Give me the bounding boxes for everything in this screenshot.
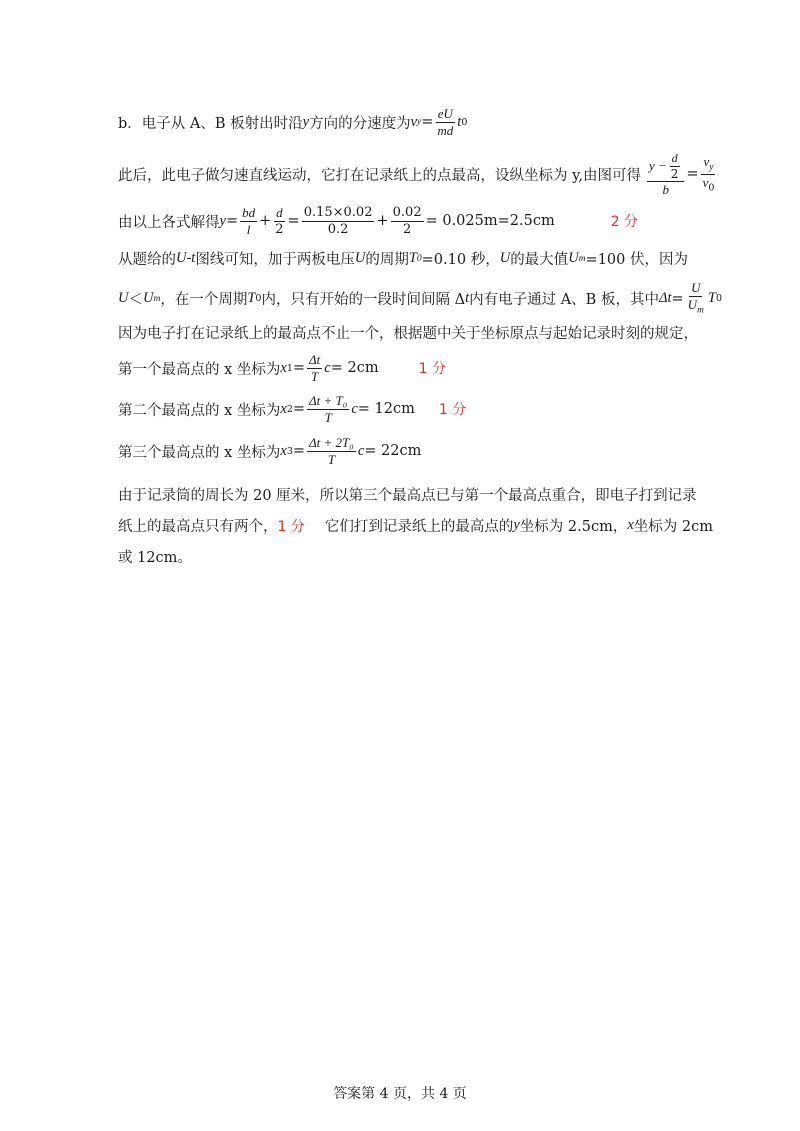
line-solve-y — [118, 206, 638, 236]
subscript: 2 — [286, 403, 293, 415]
text: 纸上的最高点只有两个， — [118, 519, 278, 535]
subscript: 1 — [286, 362, 293, 374]
numerator: U — [691, 280, 701, 295]
var-c: c — [324, 359, 331, 376]
denominator: b — [662, 182, 669, 198]
line-or-12cm — [118, 546, 192, 567]
text: 它们打到记录纸上的最高点的 — [324, 519, 514, 535]
text: 或 12cm。 — [118, 550, 192, 566]
line-after-exit — [118, 152, 718, 197]
var-u: U — [118, 290, 129, 307]
var-c: c — [357, 442, 365, 459]
text: 的最大值 — [510, 252, 569, 268]
denominator: l — [246, 221, 251, 237]
var-v: v — [702, 175, 709, 191]
denominator — [701, 175, 717, 194]
numerator: 0.15×0.02 — [303, 205, 373, 220]
text: 图线可知，加于两板电压 — [195, 252, 355, 268]
equals: = — [686, 166, 699, 183]
var-delta-t: Δt — [658, 290, 672, 307]
text: b．电子从 A、B 板射出时沿 — [118, 115, 303, 132]
text: 的周期 — [365, 252, 409, 268]
text: 第一个最高点的 x 坐标为 — [118, 361, 281, 378]
equals: = — [292, 401, 306, 418]
var-ut: U-t — [176, 250, 196, 266]
subscript: 0 — [416, 253, 422, 264]
line-velocity-y — [118, 107, 467, 137]
denominator: T — [324, 409, 332, 425]
fraction-numeric-2 — [391, 206, 424, 236]
text: 方向的分速度为 — [309, 115, 411, 132]
var-v: v — [410, 113, 418, 130]
numerator: d — [276, 205, 283, 220]
var-um: U — [142, 290, 154, 307]
score-mark: 1 分 — [277, 518, 305, 535]
subscript: m — [153, 293, 161, 304]
result: = 0.025m=2.5cm — [425, 213, 555, 230]
fraction-d-2 — [273, 206, 285, 236]
text: =100 伏，因为 — [585, 252, 688, 268]
fraction-d-2 — [669, 152, 681, 180]
denominator: md — [437, 122, 454, 138]
text: 第二个最高点的 x 坐标为 — [118, 402, 281, 419]
var-u: U — [499, 250, 511, 266]
text: 内有电子通过 A、B 板，其中 — [469, 292, 659, 309]
text: 此后，此电子做匀速直线运动，它打在记录纸上的点最高，设纵坐标为 y,由图可得 — [118, 167, 641, 184]
subscript: y — [709, 162, 714, 173]
numerator: eU — [437, 106, 453, 121]
score-mark: 2 分 — [610, 214, 639, 231]
subscript: 3 — [286, 445, 293, 457]
var-t0: T — [408, 250, 417, 266]
equals: = — [671, 290, 684, 307]
fraction-numeric-1 — [302, 206, 375, 236]
denominator — [686, 297, 706, 317]
line-circumference — [118, 484, 697, 505]
var-y: y — [219, 212, 226, 229]
numerator: 0.02 — [392, 205, 422, 220]
var-t: t — [465, 290, 470, 307]
text: =0.10 秒， — [421, 252, 500, 268]
subscript: y — [417, 117, 422, 128]
equals: = — [292, 443, 306, 460]
line-period — [118, 281, 722, 316]
numerator — [701, 155, 715, 176]
var-t0: T — [247, 290, 256, 307]
numerator — [647, 152, 684, 182]
plus: + — [376, 213, 389, 230]
numerator: bd — [242, 205, 256, 220]
numerator: Δt — [309, 352, 321, 367]
fraction-bd-l — [240, 206, 257, 236]
numerator: d — [671, 151, 678, 165]
text: 内，只有开始的一段时间间隔 Δ — [261, 292, 466, 309]
text: 从题给的 — [118, 252, 176, 268]
fraction-vy-v0 — [701, 155, 717, 194]
var-y: y — [513, 517, 520, 533]
expr: y − — [648, 158, 667, 174]
result: = 2cm — [330, 360, 379, 377]
equals: = — [421, 114, 434, 131]
fraction-compound — [647, 152, 684, 197]
var-x: x — [280, 442, 287, 459]
page-footer: 答案第 4 页，共 4 页 — [333, 1086, 467, 1102]
denominator: T — [311, 368, 319, 384]
text: 由以上各式解得 — [118, 214, 220, 231]
text: 第三个最高点的 x 坐标为 — [118, 444, 281, 461]
var-x: x — [627, 517, 634, 533]
var-um: U — [568, 250, 579, 266]
var-x: x — [280, 359, 287, 376]
subscript: 0 — [708, 183, 715, 194]
var-u: U — [687, 296, 698, 312]
numerator: Δt + 2T₀ — [309, 435, 354, 450]
var-y: y — [302, 113, 310, 130]
subscript: 0 — [255, 293, 262, 305]
text: 由于记录筒的周长为 20 厘米，所以第三个最高点已与第一个最高点重合，即电子打到记录 — [118, 488, 697, 504]
result: = 22cm — [364, 443, 422, 460]
fraction-dt-T — [307, 353, 322, 383]
equals: = — [287, 213, 300, 230]
text: 因为电子打在记录纸上的最高点不止一个，根据题中关于坐标原点与起始记录时刻的规定， — [118, 326, 698, 342]
equals: = — [292, 360, 306, 377]
var-t: t — [457, 113, 462, 130]
less-than: ＜ — [128, 292, 143, 309]
denominator: 2 — [402, 221, 412, 237]
numerator: Δt + T₀ — [309, 393, 348, 408]
line-ut-graph — [118, 248, 688, 269]
denominator: 0.2 — [327, 221, 349, 237]
fraction-dt-2T0-T — [307, 436, 356, 466]
line-x2 — [118, 394, 466, 424]
fraction-eU-md — [435, 107, 455, 137]
var-t0: T — [707, 290, 716, 307]
var-c: c — [351, 400, 358, 417]
text: ，在一个周期 — [160, 292, 248, 309]
denominator: 2 — [275, 221, 284, 237]
line-x3 — [118, 436, 421, 466]
subscript: 0 — [461, 116, 468, 128]
line-multiple-peaks — [118, 322, 698, 343]
score-mark: 1 分 — [438, 402, 467, 419]
var-v: v — [703, 153, 710, 169]
var-x: x — [280, 400, 287, 417]
var-u: U — [354, 250, 366, 266]
denominator: T — [327, 451, 336, 467]
fraction-dt-T0-T — [307, 394, 349, 424]
text: 坐标为 2cm — [633, 519, 713, 535]
denominator: 2 — [670, 166, 679, 181]
line-x1 — [118, 353, 446, 383]
subscript: m — [697, 305, 704, 316]
subscript: 0 — [716, 293, 723, 305]
fraction-u-um — [686, 281, 706, 316]
equals: = — [225, 213, 239, 230]
line-two-peaks — [118, 515, 713, 536]
result: = 12cm — [357, 401, 415, 418]
subscript: m — [578, 253, 586, 264]
score-mark: 1 分 — [418, 361, 446, 378]
text: 坐标为 2.5cm， — [519, 519, 628, 535]
plus: + — [259, 213, 272, 230]
